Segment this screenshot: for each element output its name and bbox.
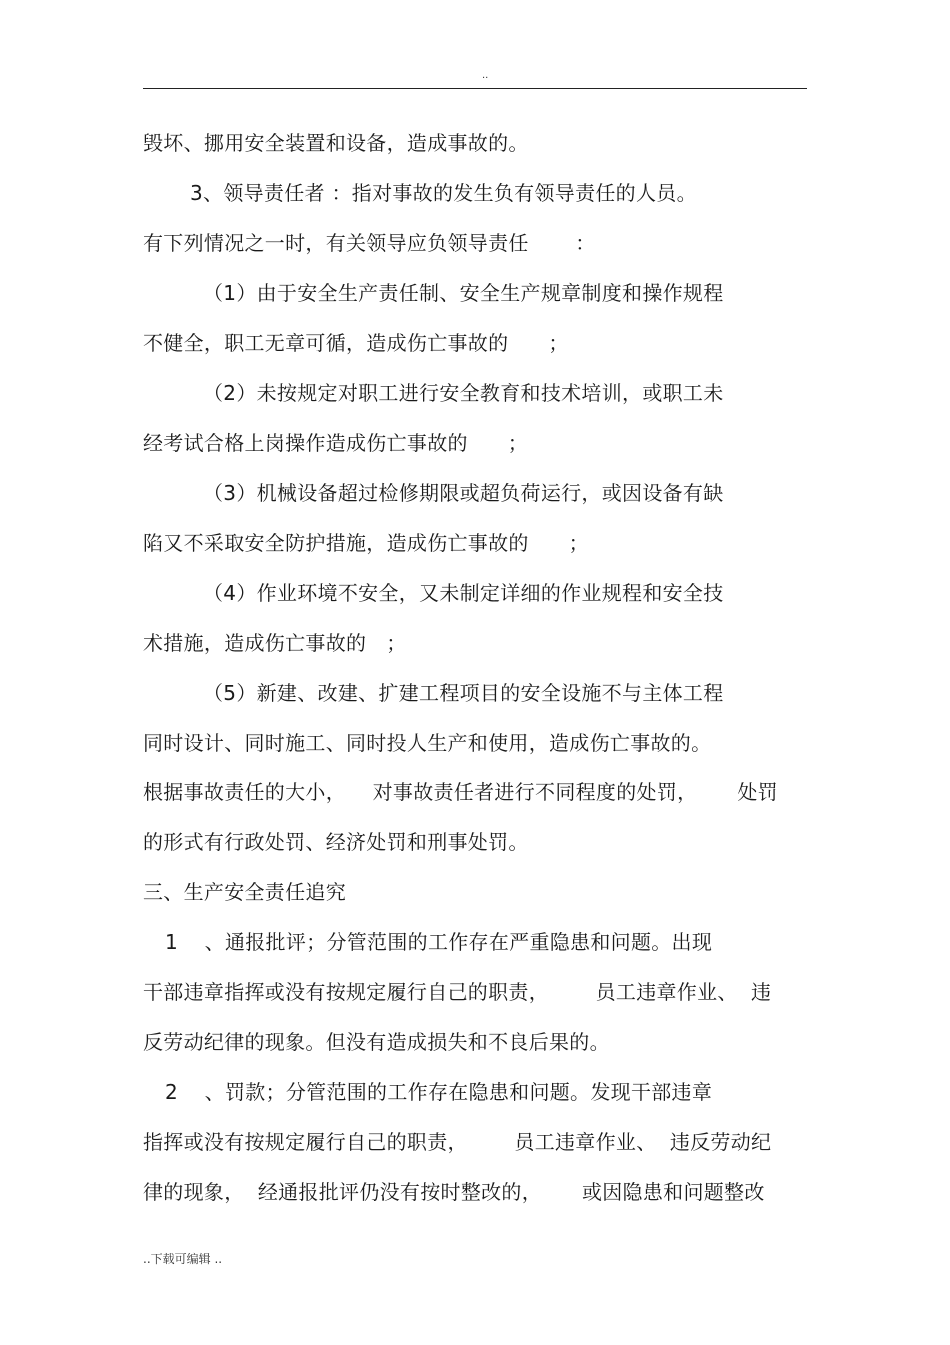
text-line: 律的现象， 经通报批评仍没有按时整改的， 或因隐患和问题整改 bbox=[143, 1180, 765, 1204]
text-line: 术措施，造成伤亡事故的 ； bbox=[143, 631, 407, 655]
text-line: 同时设计、同时施工、同时投人生产和使用，造成伤亡事故的。 bbox=[143, 731, 712, 755]
text-line: 有下列情况之一时，有关领导应负领导责任 ： bbox=[143, 231, 596, 255]
text-line: 陷又不采取安全防护措施，造成伤亡事故的 ； bbox=[143, 531, 589, 555]
text-line: （1）由于安全生产责任制、安全生产规章制度和操作规程 bbox=[203, 281, 724, 305]
text-line: 的形式有行政处罚、经济处罚和刑事处罚。 bbox=[143, 830, 529, 854]
text-line: 3、领导责任者 ：指对事故的发生负有领导责任的人员。 bbox=[190, 181, 697, 205]
section-heading: 三、生产安全责任追究 bbox=[143, 880, 346, 904]
text-line: 2 、罚款；分管范围的工作存在隐患和问题。发现干部违章 bbox=[165, 1080, 713, 1104]
text-line: 根据事故责任的大小， 对事故责任者进行不同程度的处罚， 处罚 bbox=[143, 780, 778, 804]
text-line: 干部违章指挥或没有按规定履行自己的职责， 员工违章作业、 违 bbox=[143, 980, 772, 1004]
page-header-mark: .. bbox=[482, 70, 489, 81]
text-line: （2）未按规定对职工进行安全教育和技术培训，或职工未 bbox=[203, 381, 724, 405]
text-line: 不健全，职工无章可循，造成伤亡事故的 ； bbox=[143, 331, 569, 355]
text-line: 1 、通报批评；分管范围的工作存在严重隐患和问题。出现 bbox=[165, 930, 713, 954]
text-line: （5）新建、改建、扩建工程项目的安全设施不与主体工程 bbox=[203, 681, 724, 705]
text-line: 反劳动纪律的现象。但没有造成损失和不良后果的。 bbox=[143, 1030, 610, 1054]
text-line: 指挥或没有按规定履行自己的职责， 员工违章作业、 违反劳动纪 bbox=[143, 1130, 772, 1154]
text-line: 经考试合格上岗操作造成伤亡事故的 ； bbox=[143, 431, 529, 455]
text-line: （3）机械设备超过检修期限或超负荷运行，或因设备有缺 bbox=[203, 481, 724, 505]
page-footer-mark: ..下载可编辑 .. bbox=[143, 1252, 223, 1266]
text-line: 毁坏、挪用安全装置和设备，造成事故的。 bbox=[143, 131, 529, 155]
text-line: （4）作业环境不安全，又未制定详细的作业规程和安全技 bbox=[203, 581, 724, 605]
